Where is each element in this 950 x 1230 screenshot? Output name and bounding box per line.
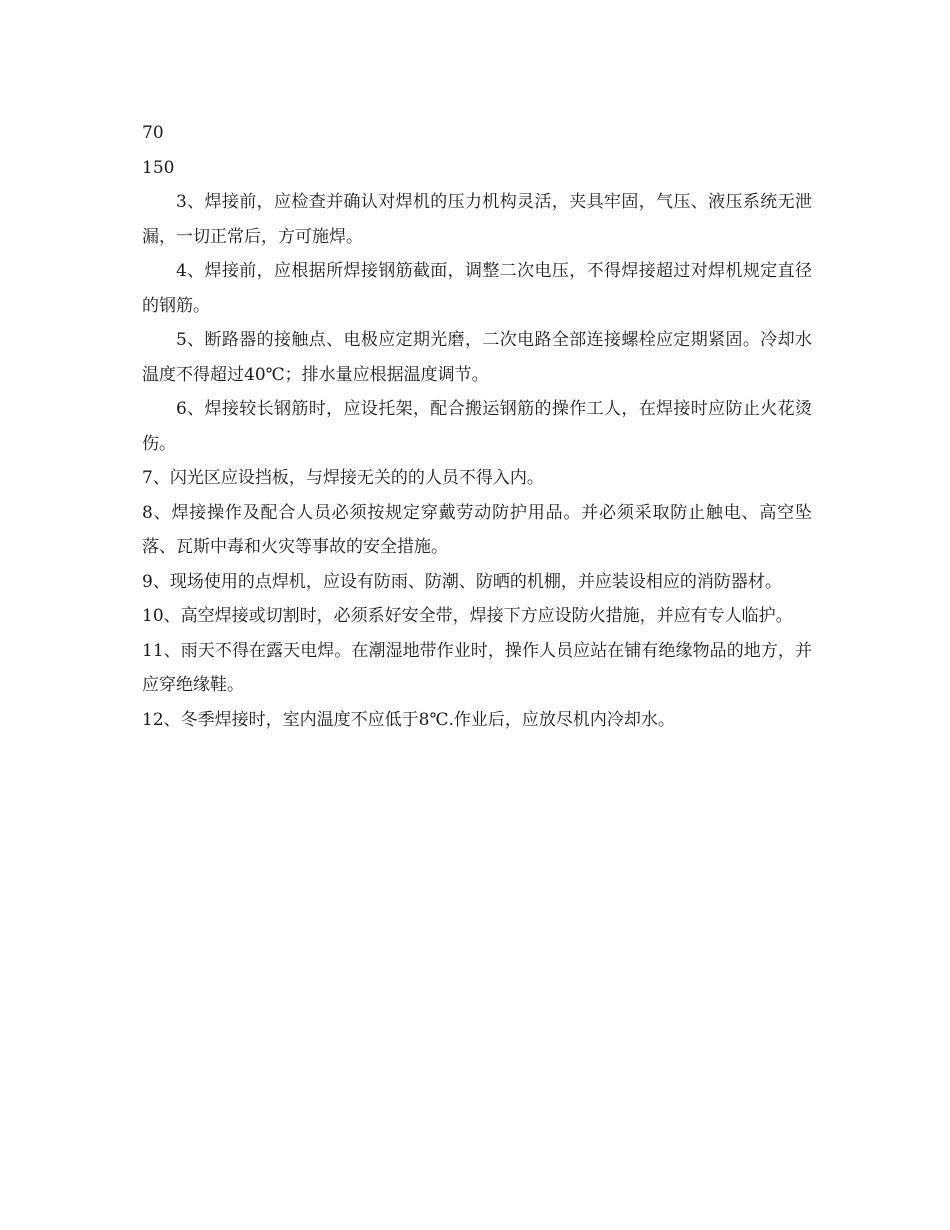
paragraph-item-6: 6、焊接较长钢筋时，应设托架，配合搬运钢筋的操作工人，在焊接时应防止火花烫伤。 — [142, 399, 812, 454]
paragraph-item-11: 11、雨天不得在露天电焊。在潮湿地带作业时，操作人员应站在铺有绝缘物品的地方，并应穿绝缘鞋。 — [142, 640, 812, 695]
paragraph-item-3: 3、焊接前，应检查并确认对焊机的压力机构灵活，夹具牢固，气压、液压系统无泄漏，一切正常后，方可施焊。 — [142, 192, 812, 247]
paragraph-item-10: 10、高空焊接或切割时，必须系好安全带，焊接下方应设防火措施，并应有专人临护。 — [142, 606, 793, 626]
paragraph-item-8: 8、焊接操作及配合人员必须按规定穿戴劳动防护用品。并必须采取防止触电、高空坠落、瓦斯中毒和火灾等事故的安全措施。 — [142, 502, 812, 557]
number-line-150: 150 — [142, 157, 175, 178]
document-body — [142, 116, 812, 737]
paragraph-item-9: 9、现场使用的点焊机，应设有防雨、防潮、防晒的机棚，并应装设相应的消防器材。 — [142, 571, 782, 592]
number-line-70: 70 — [142, 123, 164, 143]
paragraph-item-4: 4、焊接前，应根据所焊接钢筋截面，调整二次电压，不得焊接超过对焊机规定直径的钢筋。 — [142, 261, 812, 316]
paragraph-item-12: 12、冬季焊接时，室内温度不应低于8℃.作业后，应放尽机内冷却水。 — [142, 709, 675, 730]
paragraph-item-5: 5、断路器的接触点、电极应定期光磨，二次电路全部连接螺栓应定期紧固。冷却水温度不得超过40℃；排水量应根据温度调节。 — [142, 330, 812, 385]
paragraph-item-7: 7、闪光区应设挡板，与焊接无关的的人员不得入内。 — [142, 468, 544, 488]
